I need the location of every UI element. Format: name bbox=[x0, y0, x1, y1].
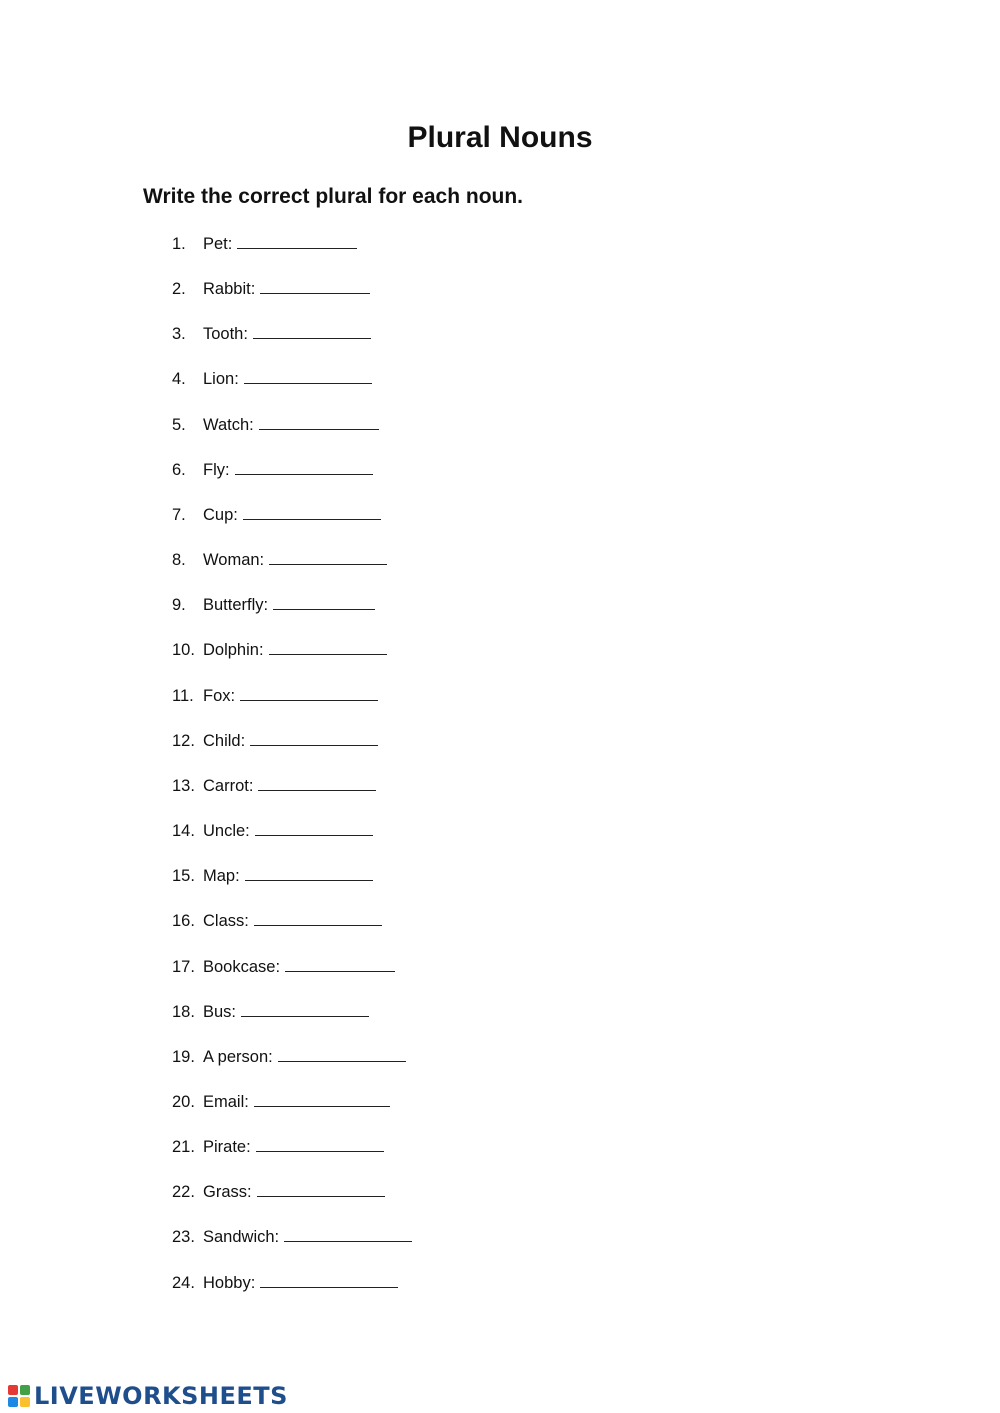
list-item bbox=[0, 367, 1000, 412]
list-item bbox=[0, 322, 1000, 367]
noun-label bbox=[203, 1135, 384, 1159]
item-number: 1. bbox=[172, 235, 186, 253]
noun-text: Child: bbox=[203, 731, 246, 750]
noun-label bbox=[203, 593, 375, 617]
answer-blank[interactable] bbox=[256, 1136, 384, 1152]
noun-label bbox=[203, 684, 378, 708]
answer-blank[interactable] bbox=[250, 730, 378, 746]
item-number: 9. bbox=[172, 596, 186, 615]
list-item bbox=[0, 593, 1000, 638]
noun-text: Lion: bbox=[203, 370, 239, 389]
noun-label bbox=[203, 1090, 390, 1114]
item-number: 7. bbox=[172, 505, 186, 524]
item-number: 14. bbox=[172, 822, 195, 841]
noun-list bbox=[0, 232, 1000, 1316]
noun-text: Class: bbox=[203, 912, 249, 931]
item-number: 11. bbox=[172, 686, 194, 705]
answer-blank[interactable] bbox=[259, 414, 379, 430]
list-item bbox=[0, 638, 1000, 683]
list-item bbox=[0, 1090, 1000, 1135]
page-title: Plural Nouns bbox=[407, 121, 593, 154]
item-number: 12. bbox=[172, 731, 195, 750]
answer-blank[interactable] bbox=[260, 1272, 398, 1288]
noun-text: Grass: bbox=[203, 1183, 252, 1202]
answer-blank[interactable] bbox=[237, 233, 357, 249]
list-item bbox=[0, 1271, 1000, 1316]
list-item bbox=[0, 503, 1000, 548]
list-item bbox=[0, 774, 1000, 819]
noun-label bbox=[203, 322, 371, 346]
noun-label bbox=[203, 277, 370, 301]
liveworksheets-logo-icon bbox=[8, 1385, 30, 1407]
answer-blank[interactable] bbox=[245, 865, 373, 881]
list-item bbox=[0, 955, 1000, 1000]
noun-text: Pirate: bbox=[203, 1138, 251, 1157]
list-item bbox=[0, 1180, 1000, 1225]
item-number: 20. bbox=[172, 1092, 195, 1111]
noun-label bbox=[203, 1045, 406, 1069]
footer-brand bbox=[8, 1381, 288, 1411]
noun-text: Dolphin: bbox=[203, 641, 264, 660]
list-item bbox=[0, 277, 1000, 322]
item-number: 19. bbox=[172, 1047, 195, 1066]
instruction-text: Write the correct plural for each noun. bbox=[143, 185, 524, 208]
item-number: 16. bbox=[172, 912, 195, 931]
noun-text: Cup: bbox=[203, 505, 238, 524]
list-item bbox=[0, 548, 1000, 593]
noun-label bbox=[203, 458, 373, 482]
noun-text: Bookcase: bbox=[203, 957, 281, 976]
list-item bbox=[0, 232, 1000, 277]
noun-label bbox=[203, 729, 378, 753]
item-number: 10. bbox=[172, 641, 195, 660]
list-item bbox=[0, 1000, 1000, 1045]
list-item bbox=[0, 1045, 1000, 1090]
list-item bbox=[0, 819, 1000, 864]
answer-blank[interactable] bbox=[285, 956, 395, 972]
noun-label bbox=[203, 367, 372, 391]
answer-blank[interactable] bbox=[257, 1181, 385, 1197]
answer-blank[interactable] bbox=[255, 820, 373, 836]
answer-blank[interactable] bbox=[278, 1046, 406, 1062]
item-number: 5. bbox=[172, 415, 186, 434]
list-item bbox=[0, 1225, 1000, 1270]
noun-label bbox=[203, 413, 379, 437]
list-item bbox=[0, 729, 1000, 774]
noun-text: Butterfly: bbox=[203, 596, 269, 615]
answer-blank[interactable] bbox=[260, 278, 370, 294]
answer-blank[interactable] bbox=[254, 1091, 390, 1107]
item-number: 6. bbox=[172, 460, 186, 479]
noun-text: A person: bbox=[203, 1047, 273, 1066]
item-number: 15. bbox=[172, 867, 195, 886]
noun-text: Carrot: bbox=[203, 776, 254, 795]
noun-text: Map: bbox=[203, 867, 240, 886]
answer-blank[interactable] bbox=[235, 459, 373, 475]
item-number: 2. bbox=[172, 280, 186, 299]
noun-text: Rabbit: bbox=[203, 280, 256, 299]
noun-label bbox=[203, 548, 387, 572]
item-number: 18. bbox=[172, 1002, 195, 1021]
item-number: 21. bbox=[172, 1138, 195, 1157]
brand-name: LIVEWORKSHEETS bbox=[34, 1382, 288, 1410]
item-number: 3. bbox=[172, 325, 186, 344]
noun-label bbox=[203, 1180, 385, 1204]
noun-text: Sandwich: bbox=[203, 1228, 280, 1247]
answer-blank[interactable] bbox=[254, 910, 382, 926]
noun-label bbox=[203, 232, 357, 256]
answer-blank[interactable] bbox=[269, 549, 387, 565]
list-item bbox=[0, 909, 1000, 954]
answer-blank[interactable] bbox=[258, 775, 376, 791]
noun-label bbox=[203, 955, 395, 979]
answer-blank[interactable] bbox=[243, 504, 381, 520]
noun-text: Fox: bbox=[203, 686, 236, 705]
noun-label bbox=[203, 1225, 412, 1249]
noun-label bbox=[203, 638, 387, 662]
item-number: 13. bbox=[172, 776, 195, 795]
answer-blank[interactable] bbox=[269, 639, 387, 655]
noun-text: Watch: bbox=[203, 415, 254, 434]
list-item bbox=[0, 1135, 1000, 1180]
item-number: 23. bbox=[172, 1228, 195, 1247]
list-item bbox=[0, 458, 1000, 503]
noun-text: Tooth: bbox=[203, 325, 248, 344]
noun-text: Woman: bbox=[203, 551, 265, 570]
item-number: 4. bbox=[172, 370, 186, 389]
noun-text: Email: bbox=[203, 1092, 249, 1111]
noun-label bbox=[203, 503, 381, 527]
answer-blank[interactable] bbox=[284, 1226, 412, 1242]
item-number: 17. bbox=[172, 957, 195, 976]
answer-blank[interactable] bbox=[253, 323, 371, 339]
noun-label bbox=[203, 774, 376, 798]
answer-blank[interactable] bbox=[273, 594, 375, 610]
noun-text: Hobby: bbox=[203, 1273, 256, 1292]
noun-label bbox=[203, 909, 382, 933]
noun-text: Uncle: bbox=[203, 822, 250, 841]
noun-label bbox=[203, 1000, 369, 1024]
item-number: 22. bbox=[172, 1183, 195, 1202]
noun-label bbox=[203, 864, 373, 888]
item-number: 8. bbox=[172, 551, 186, 570]
noun-text: Fly: bbox=[203, 460, 230, 479]
list-item bbox=[0, 864, 1000, 909]
list-item bbox=[0, 413, 1000, 458]
noun-text: Pet: bbox=[203, 235, 233, 253]
noun-text: Bus: bbox=[203, 1002, 237, 1021]
answer-blank[interactable] bbox=[241, 1001, 369, 1017]
item-number: 24. bbox=[172, 1273, 195, 1292]
list-item bbox=[0, 684, 1000, 729]
answer-blank[interactable] bbox=[244, 368, 372, 384]
noun-label bbox=[203, 819, 373, 843]
answer-blank[interactable] bbox=[240, 685, 378, 701]
noun-label bbox=[203, 1271, 398, 1295]
